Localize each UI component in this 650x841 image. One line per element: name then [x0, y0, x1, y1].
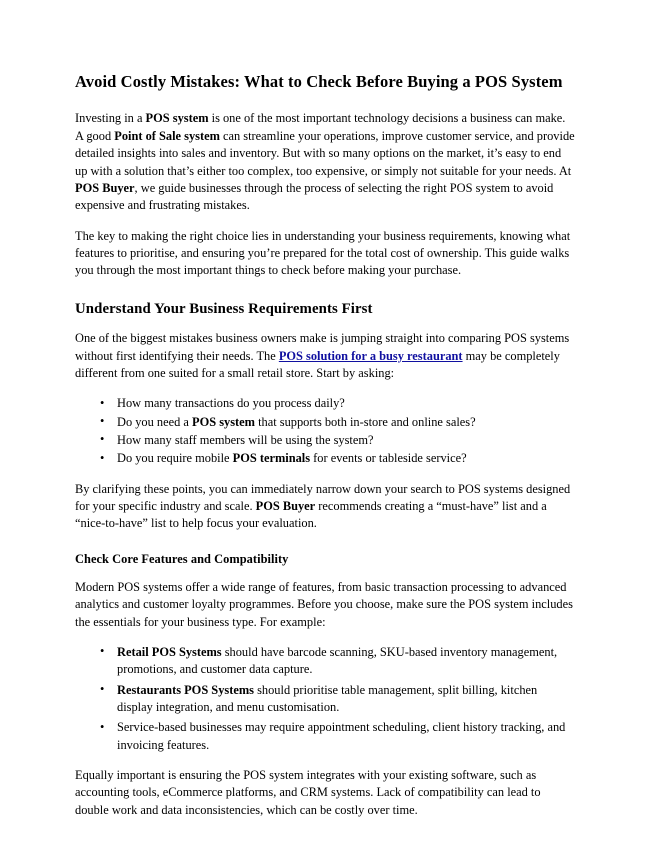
list-item-text-c: that supports both in-store and online sales?	[255, 414, 476, 429]
features-paragraph: Modern POS systems offer a wide range of features, from basic transaction processing to advanced analytics and customer loyalty programmes. Before you choose, make sure the POS system includes the essentials for your business type. For example:	[75, 579, 573, 629]
list-item-text-a: How many transactions do you process daily?	[117, 396, 345, 411]
intro-bold-pos-system: POS system	[145, 111, 209, 126]
requirements-question-list	[75, 395, 575, 467]
intro-bold-point-of-sale-system: Point of Sale system	[114, 128, 220, 143]
closing-text-a: By clarifying these points, you can immediately narrow down your search to POS systems designed for your specific industry and scale.	[75, 481, 571, 514]
list-item	[100, 682, 575, 717]
document-body	[75, 72, 575, 841]
pos-restaurant-link[interactable]: POS solution for a busy restaurant	[278, 348, 463, 363]
section-heading-requirements: Understand Your Business Requirements First	[75, 300, 373, 317]
requirements-text-b: may be completely different from one suited for a small retail store. Start by asking:	[75, 348, 560, 380]
closing-bold-pos-buyer: POS Buyer	[255, 499, 316, 514]
list-item	[100, 450, 575, 467]
requirements-closing-paragraph	[75, 481, 575, 533]
requirements-text-a: One of the biggest mistakes business owners make is jumping straight into comparing POS systems without first identifying their needs. The	[75, 331, 570, 363]
list-item-text-c: for events or tableside service?	[310, 451, 467, 466]
list-item-text: should have barcode scanning, SKU-based inventory management, promotions, and customer data capture.	[117, 644, 558, 677]
page-bottom-whitespace	[75, 832, 575, 841]
intro-text-1e: , we guide businesses through the process of selecting the right POS system to avoid expensive and frustrating mistakes.	[75, 180, 554, 213]
list-item	[100, 432, 575, 449]
intro-paragraph-1	[75, 110, 575, 214]
list-item	[100, 719, 575, 754]
features-closing-paragraph: Equally important is ensuring the POS system integrates with your existing software, such as accounting tools, eCommerce platforms, and CRM systems. Lack of compatibility can lead to double work and data inconsistencies, which can be costly over time.	[75, 768, 541, 817]
list-item-text-a: How many staff members will be using the system?	[117, 432, 374, 447]
intro-paragraph-2: The key to making the right choice lies in understanding your business requirements, knowing what features to prioritise, and ensuring you’re prepared for the total cost of ownership. This guide walks you through the most important things to check before making your purchase.	[75, 228, 571, 278]
list-item	[100, 395, 575, 412]
list-item-text-a: Do you require mobile	[117, 451, 233, 466]
requirements-paragraph	[75, 330, 575, 382]
list-item-bold: Restaurants POS Systems	[117, 682, 254, 697]
intro-text-1c: is one of the most important technology decisions a business can make. A good	[75, 111, 566, 143]
intro-text-1d: can streamline your operations, improve customer service, and provide detailed insights into sales and inventory. But with so many options on the market, it’s easy to end up with a solution that’s either too complex, too expensive, or simply not suitable for your needs. At	[75, 128, 575, 178]
intro-text-1a: Investing in a	[75, 111, 146, 126]
closing-text-c: recommends creating a “must-have” list and a “nice-to-have” list to help focus your evaluation.	[75, 499, 547, 531]
list-item-text-a: Do you need a	[117, 414, 193, 429]
section-heading-features: Check Core Features and Compatibility	[75, 551, 289, 566]
intro-bold-pos-buyer: POS Buyer	[75, 180, 135, 195]
page-title: Avoid Costly Mistakes: What to Check Before Buying a POS System	[75, 72, 563, 91]
list-item-text: Service-based businesses may require appointment scheduling, client history tracking, and invoicing features.	[117, 720, 566, 752]
list-item-bold: Retail POS Systems	[117, 644, 222, 659]
list-item	[100, 414, 575, 431]
list-item-bold: POS system	[192, 414, 255, 429]
features-list	[75, 644, 575, 754]
list-item	[100, 644, 575, 679]
list-item-text: should prioritise table management, split billing, kitchen display integration, and menu customisation.	[117, 682, 538, 715]
list-item-bold: POS terminals	[232, 451, 311, 466]
